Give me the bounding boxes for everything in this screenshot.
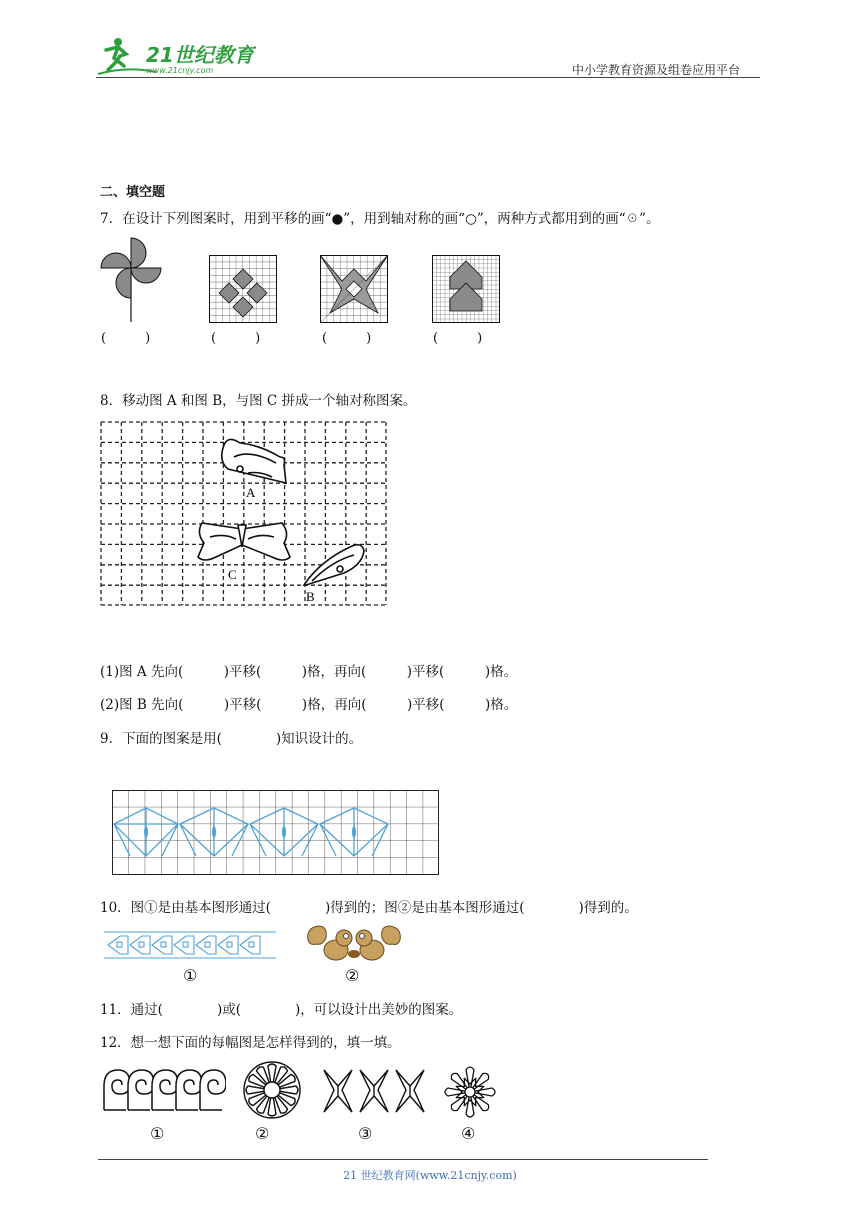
question-11-text: 11．通过( )或( )，可以设计出美妙的图案。	[100, 1002, 463, 1018]
header-divider	[96, 77, 760, 78]
figure-2-label: ②	[345, 966, 360, 985]
figure-1-label: ①	[183, 966, 198, 985]
header-tagline: 中小学教育资源及组卷应用平台	[572, 63, 741, 77]
question-7-blank-2[interactable]: ( )	[211, 331, 261, 346]
question-12-text: 12．想一想下面的每幅图是怎样得到的，填一填。	[100, 1035, 401, 1051]
squirrel-pair-figure	[306, 924, 402, 964]
figure-2-label: ②	[255, 1124, 270, 1143]
figure-4-label: ④	[461, 1124, 476, 1143]
site-logo	[96, 36, 256, 76]
dashed-grid-figure	[100, 421, 388, 607]
snowflake-figure	[442, 1064, 498, 1120]
chrysanthemum-figure	[242, 1060, 302, 1120]
spiral-row-figure	[100, 1066, 226, 1116]
question-8-sub-2: (2)图 B 先向( )平移( )格，再向( )平移( )格。	[100, 697, 518, 713]
runner-logo-icon	[96, 36, 256, 76]
butterfly-wing-figure	[222, 439, 286, 483]
house-grid-figure	[432, 255, 500, 323]
question-10-text: 10．图①是由基本图形通过( )得到的；图②是由基本图形通过( )得到的。	[100, 900, 638, 916]
pinwheel-figure	[98, 234, 168, 324]
question-7-blank-3[interactable]: ( )	[322, 331, 372, 346]
figure-1-label: ①	[150, 1124, 165, 1143]
logo-text: 21世纪教育	[146, 43, 254, 67]
question-7-blank-1[interactable]: ( )	[101, 331, 151, 346]
question-9-text: 9．下面的图案是用( )知识设计的。	[100, 731, 363, 747]
section-title: 二、填空题	[100, 185, 166, 200]
figure-a-label: A	[246, 485, 256, 500]
question-8-sub-1: (1)图 A 先向( )平移( )格，再向( )平移( )格。	[100, 664, 518, 680]
butterfly-body-figure	[198, 523, 290, 560]
fish-strip-figure	[104, 928, 276, 964]
figure-3-label: ③	[358, 1124, 373, 1143]
kite-pattern-strip	[112, 790, 440, 876]
star-grid-figure	[320, 255, 388, 323]
question-7-blank-4[interactable]: ( )	[433, 331, 483, 346]
logo-url: www.21cnjy.com	[146, 66, 214, 75]
question-7-text: 7．在设计下列图案时，用到平移的画“●”，用到轴对称的画“○”，两种方式都用到的画“☉”。	[100, 211, 660, 227]
question-8-text: 8．移动图 A 和图 B，与图 C 拼成一个轴对称图案。	[100, 393, 417, 409]
footer-text: 21 世纪教育网(www.21cnjy.com)	[343, 1169, 517, 1182]
flower-row-figure	[322, 1066, 426, 1116]
figure-c-label: C	[228, 567, 237, 582]
diamond-grid-figure	[209, 255, 277, 323]
figure-b-label: B	[306, 589, 315, 604]
footer-divider	[98, 1159, 708, 1160]
